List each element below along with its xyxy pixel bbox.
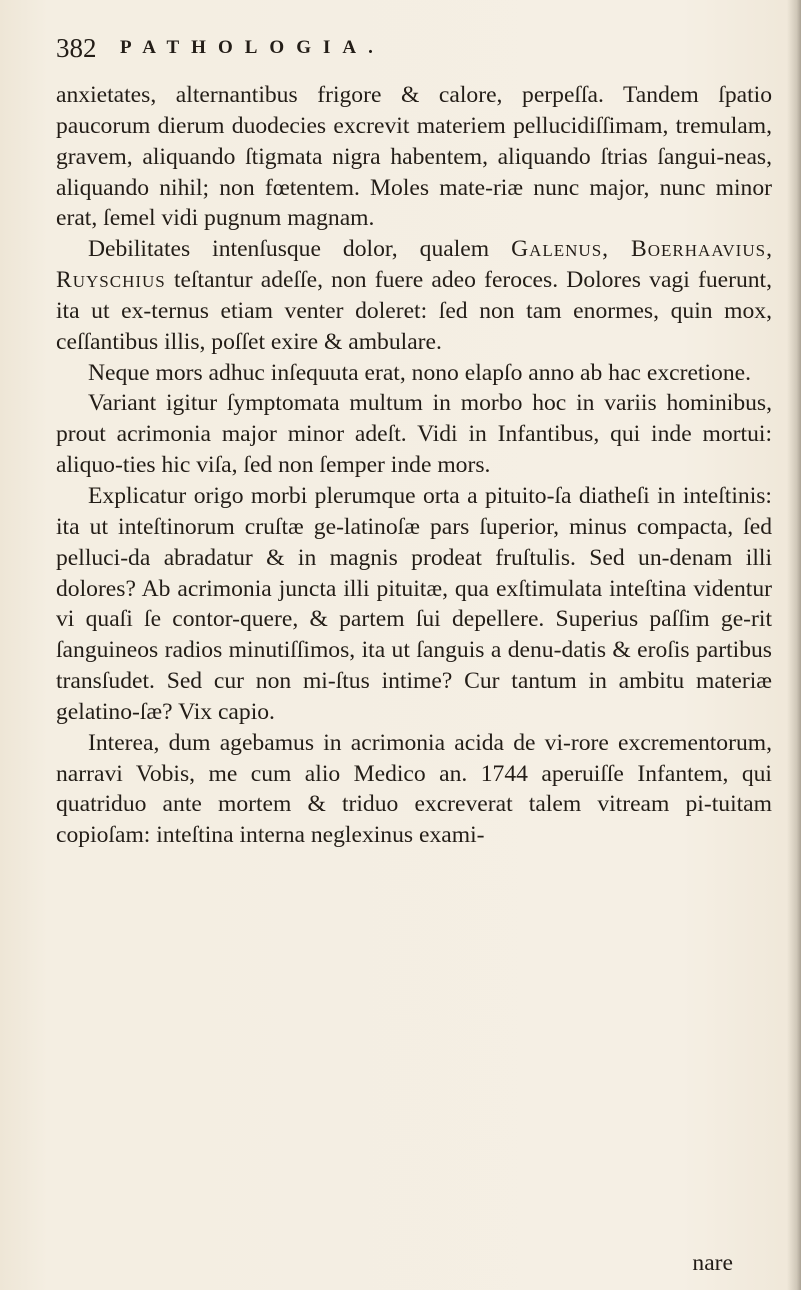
debilitates-tail: teſtantur adeſſe, non fuere adeo feroces. Dolores vagi fuerunt, ita ut ex-ternus etiam venter doleret: ſed non tam enormes, quin mox, ceſſantibus illis, poſſet exire & ambulare.: [56, 267, 772, 355]
body-text: [56, 80, 772, 851]
paragraph-explicatur: Explicatur origo morbi plerumque orta a pituito-ſa diatheſi in inteſtinis: ita ut inteſtinorum cruſtæ ge-latinoſæ pars ſuperior, minus compacta, ſed pelluci-da abradatur & in magnis prodeat fruſtulis. Sed un-denam illi dolores? Ab acrimonia juncta illi pituitæ, qua exſtimulata inteſtina videntur vi quaſi ſe contor-quere, & partem ſui depellere. Superius paſſim ge-rit ſanguineos radios minutiſſimos, ita ut ſanguis a denu-datis & eroſis partibus transſudet. Sed cur non mi-ſtus intime? Cur tantum in ambitu materiæ gelatino-ſæ? Vix capio.: [56, 482, 772, 725]
running-head: PATHOLOGIA.: [120, 37, 385, 58]
debilitates-lead: Debilitates intenſusque dolor, qualem: [88, 236, 490, 263]
paragraph-interea: Interea, dum agebamus in acrimonia acida de vi-rore excrementorum, narravi Vobis, me cum alio Medico an. 1744 aperuiſſe Infantem, qui quatriduo ante mortem & triduo excreverat talem vitream pi-tuitam copioſam: inteſtina interna neglexinus exami-: [56, 729, 772, 849]
page-number: 382: [56, 33, 97, 63]
name-separator: ,: [766, 236, 772, 263]
page-header: [56, 28, 756, 68]
page-gutter-shadow: [787, 0, 801, 1290]
paragraph-variant: Variant igitur ſymptomata multum in morbo hoc in variis hominibus, prout acrimonia major minor adeſt. Vidi in Infantibus, qui inde mortui: aliquo-ties hic viſa, ſed non ſemper inde mors.: [56, 390, 772, 479]
author-galenus: Galenus,: [511, 236, 610, 263]
paragraph-neque: Neque mors adhuc inſequuta erat, nono elapſo anno ab hac excretione.: [88, 359, 751, 386]
paragraph-debilitates: [56, 234, 772, 357]
author-ruyschius: Ruyschius: [56, 267, 166, 294]
catchword: nare: [692, 1250, 733, 1276]
author-boerhaavius: Boerhaavius: [631, 236, 767, 263]
paragraph-anxietates: anxietates, alternantibus frigore & calore, perpeſſa. Tandem ſpatio paucorum dierum duodecies excrevit materiem pellucidiſſimam, tremulam, gravem, aliquando ſtigmata nigra habentem, aliquando ſtrias ſangui-neas, aliquando nihil; non fœtentem. Moles mate-riæ nunc major, nunc minor erat, ſemel vidi pugnum magnam.: [56, 82, 772, 232]
